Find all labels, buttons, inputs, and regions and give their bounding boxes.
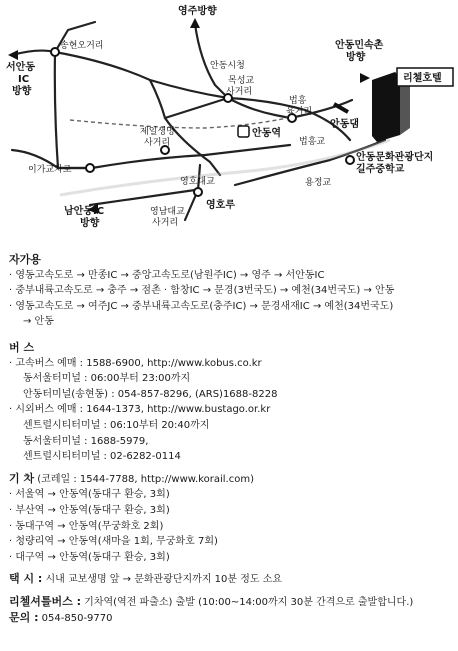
label-yeongnam-2: 사거리 [152, 218, 179, 228]
road-namandong [90, 190, 195, 205]
label-seoandong-2: IC [18, 74, 30, 85]
bus-express-1: · 고속버스 예매 : 1588-6900, http://www.kobus.co.kr [9, 357, 262, 369]
label-dam: 안동댐 [330, 119, 359, 130]
label-yeonghoru: 영호루 [206, 200, 235, 211]
label-songhyeon: 송현오거리 [60, 41, 104, 51]
bus-intercity-1: · 시외버스 예매 : 1644-1373, http://www.bustago.or.kr [9, 404, 271, 416]
label-folk-2: 방향 [346, 52, 366, 63]
label-station: 안동역 [252, 128, 281, 139]
label-namandong-2: 방향 [80, 218, 100, 229]
label-seoandong-3: 방향 [12, 86, 32, 97]
arrow-yeongju-icon [190, 18, 200, 28]
directions-info [9, 248, 453, 627]
label-yeongnam-1: 영남대교 [150, 207, 185, 217]
marker-culture [346, 156, 354, 164]
car-line-4: → 안동 [23, 316, 54, 328]
train-line-5: · 대구역 → 안동역(동대구 환승, 3회) [9, 551, 170, 563]
label-namandong-1: 남안동IC [64, 206, 105, 217]
label-culture-2: 길주중학교 [356, 164, 405, 175]
label-culture-1: 안동문화관광단지 [356, 152, 434, 163]
bus-express-3: 안동터미널(송현동) : 054-857-8296, (ARS)1688-8228 [23, 388, 278, 400]
bus-title: 버 스 [9, 340, 35, 354]
train-header: (코레일 : 1544-7788, http://www.korail.com) [37, 473, 254, 485]
marker-yeongho [194, 188, 202, 196]
taxi-text: 시내 교보생명 앞 → 문화관광단지까지 10분 정도 소요 [42, 574, 283, 586]
label-yongjeong: 용정교 [305, 178, 332, 188]
contact-text: 054-850-9770 [38, 613, 113, 625]
car-line-2: · 중부내륙고속도로 → 충주 → 점촌 · 함창IC → 문경(3번국도) → 예천(34번국도) → 안동 [9, 285, 395, 297]
bus-intercity-2: 센트럴시티터미널 : 06:10부터 20:40까지 [23, 419, 210, 431]
label-mokseong-2: 사거리 [226, 87, 253, 97]
marker-songhyeon [51, 48, 59, 56]
marker-igagyo [86, 164, 94, 172]
label-igagyo: 이가교차로 [28, 165, 72, 175]
train-header-row [9, 471, 453, 488]
bus-intercity-4: 센트럴시티터미널 : 02-6282-0114 [23, 451, 181, 463]
location-map [0, 0, 458, 240]
railway [70, 115, 300, 128]
contact-title: 문의 : [9, 611, 39, 625]
label-beopheung-sa-1: 법흥 [289, 96, 307, 106]
label-yeongho-bridge: 영호대교 [180, 177, 215, 187]
train-line-2: · 부산역 → 안동역(동대구 환승, 3회) [9, 504, 170, 516]
label-jeil-2: 사거리 [144, 138, 171, 148]
bus-intercity-3: 동서울터미널 : 1688-5979, [23, 435, 149, 447]
label-hotel: 리첼호텔 [403, 73, 442, 84]
taxi-title: 택 시 : [9, 572, 43, 586]
train-line-1: · 서울역 → 안동역(동대구 환승, 3회) [9, 489, 170, 501]
train-line-4: · 청량리역 → 안동역(새마을 1회, 무궁화호 7회) [9, 536, 218, 548]
label-cityhall: 안동시청 [210, 61, 245, 71]
train-title: 기 차 [9, 471, 35, 485]
train-line-3: · 동대구역 → 안동역(무궁화호 2회) [9, 520, 164, 532]
shuttle-text: 기차역(역전 파출소) 출발 (10:00~14:00까지 30분 간격으로 출발합니다.) [80, 596, 414, 608]
taxi-row [9, 571, 453, 588]
arrow-seoandong-icon [8, 50, 18, 60]
car-title: 자가용 [9, 253, 41, 266]
shuttle-title: 리첼셔틀버스 : [9, 594, 81, 608]
label-yeongju: 영주방향 [178, 6, 217, 17]
label-seoandong-1: 서안동 [6, 62, 35, 73]
contact-row [9, 610, 453, 627]
shuttle-row [9, 594, 453, 611]
label-folk-1: 안동민속촌 [335, 40, 384, 51]
train-station-icon [238, 126, 249, 137]
arrow-folk-icon [360, 73, 370, 83]
label-mokseong-1: 목성교 [228, 76, 255, 86]
river [60, 140, 390, 195]
bus-express-2: 동서울터미널 : 06:00부터 23:00까지 [23, 373, 191, 385]
label-jeil-1: 제일생명 [140, 127, 175, 137]
intersections [51, 48, 354, 196]
label-beopheung-sa-2: 육거리 [286, 107, 313, 117]
label-beopheunggyo: 법흥교 [299, 137, 326, 147]
car-line-3: · 영동고속도로 → 여주JC → 중부내륙고속도로(충주IC) → 문경새재IC → 예천(34번국도) [9, 300, 394, 312]
car-line-1: · 영동고속도로 → 만종IC → 중앙고속도로(남원주IC) → 영주 → 서안동IC [9, 269, 325, 281]
